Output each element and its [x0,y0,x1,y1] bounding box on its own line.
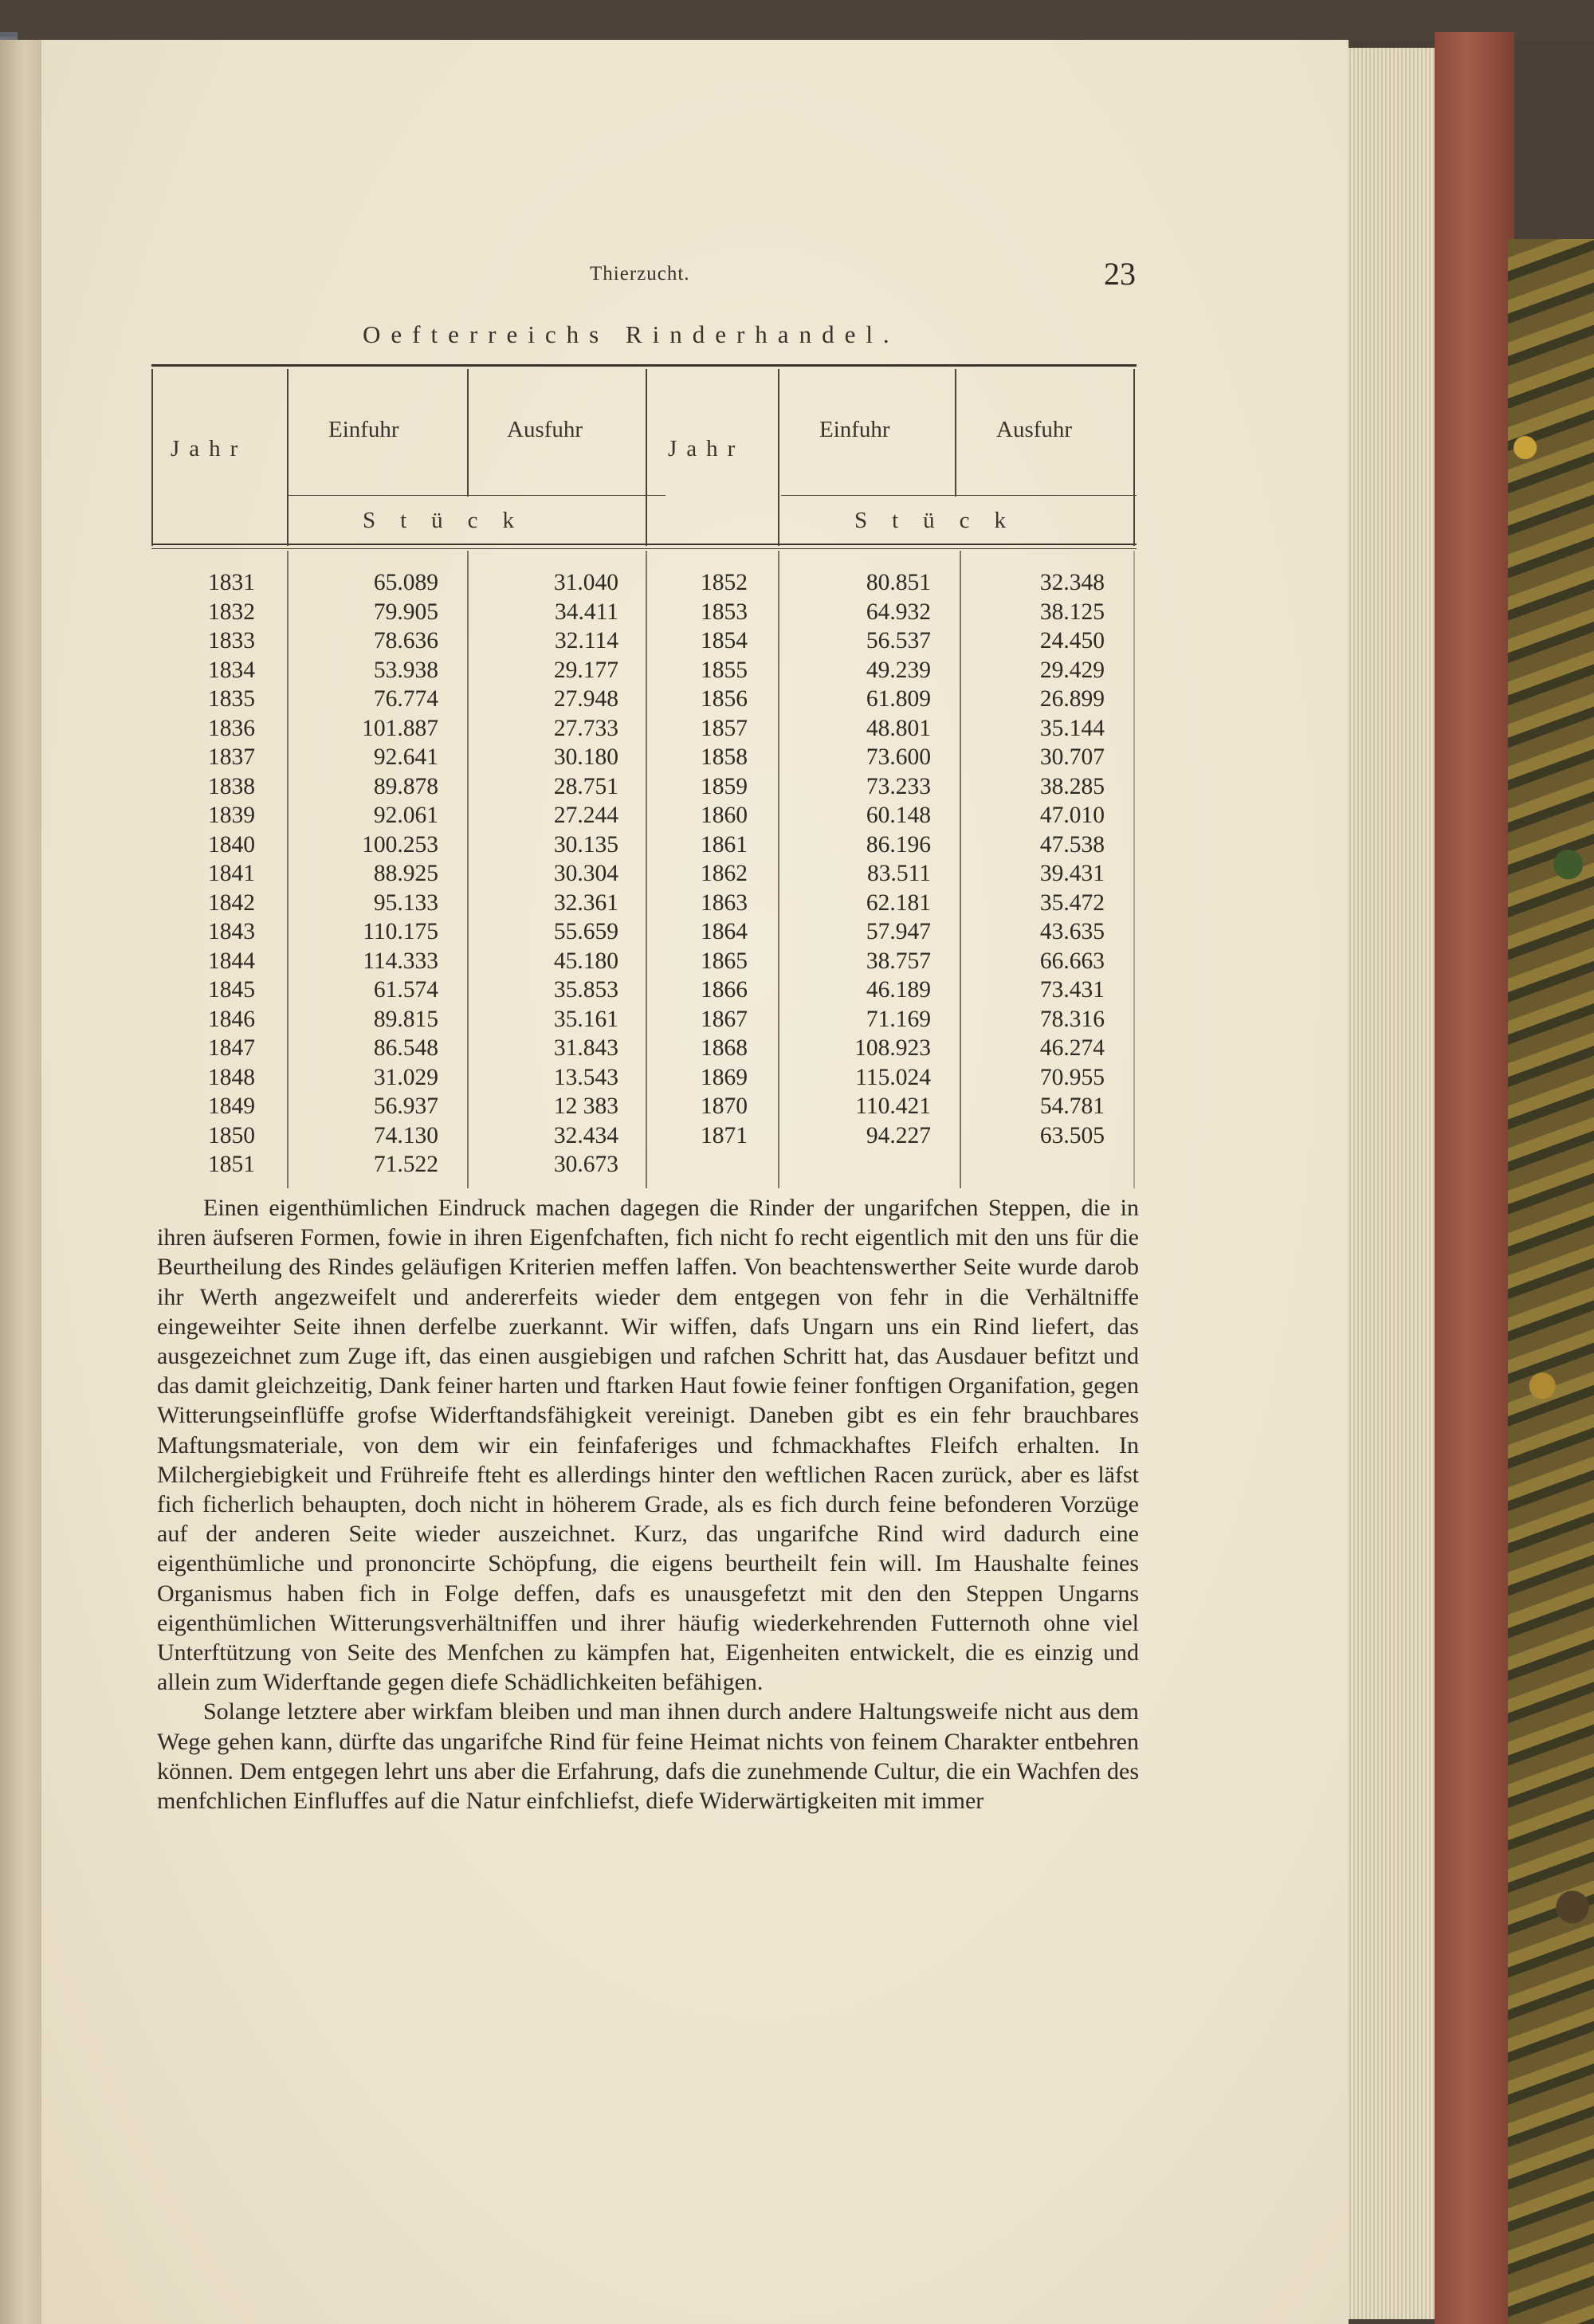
col-divider [287,551,289,1188]
table-cell-einfuhr: 86.548 [373,1035,438,1061]
col-divider [1133,551,1135,1188]
table-cell-einfuhr: 94.227 [866,1122,931,1148]
table-cell-year: 1836 [208,715,255,741]
table-cell-ausfuhr: 30.673 [553,1152,618,1177]
table-cell-einfuhr: 56.537 [866,628,931,654]
table-cell-year: 1850 [208,1122,255,1148]
header-bottom-rule-2 [151,548,1137,549]
table-cell-year: 1849 [208,1093,255,1119]
header-ausfuhr-right: Ausfuhr [996,417,1073,442]
table-cell-ausfuhr: 27.244 [553,803,618,828]
table-cell-einfuhr: 60.148 [866,803,931,828]
table-cell-einfuhr: 79.905 [373,599,438,625]
table-cell-year: 1869 [701,1064,748,1090]
trade-table [151,363,1137,1188]
table-cell-ausfuhr: 31.040 [553,570,618,595]
col-divider [1133,369,1135,546]
paragraph: Solange letztere aber wirkfam bleiben und man ihnen durch andere Haltungsweife nicht aus dem Wege gehen kann, dürfte das ungarifche Rind für feine Heimat nichts von feinem Charakter entbehren können. Dem entgegen lehrt uns aber die Erfahrung, dafs die zunehmende Cultur, die ein Wachfen des menfchlichen Einfluffes auf die Natur einfchliefst, diefe Widerwärtigkeiten mit immer [157,1698,1139,1815]
table-cell-einfuhr: 31.029 [373,1064,438,1090]
table-cell-year: 1840 [208,831,255,858]
header-stueck-left: Stück [363,508,540,533]
table-cell-year: 1865 [701,948,748,974]
paragraph: Einen eigenthümlichen Eindruck machen dagegen die Rinder der ungarifchen Steppen, die in ihren äufseren Formen, fowie in ihren Eigenfchaften, fich nicht fo recht eigentlich mit den uns für die Beurtheilung des Rindes geläufigen Kriterien meffen laffen. Von beachtenswerther Seite wurde darob ihr Werth angezweifelt und andererfeits wieder dem entgegen von fehr in die Verhältniffe eingeweihter Seite ihnen derfelbe zuerkannt. Wir wiffen, dafs Ungarn uns ein Rind liefert, das ausgezeichnet zum Zuge ift, das einen ausgiebigen und rafchen Schritt hat, das Ausdauer befitzt und das damit gleichzeitig, Dank feiner harten und ftarken Haut fowie feiner fonftigen Organifation, gegen Witterungseinflüffe grofse Widerftandsfähigkeit vereinigt. Daneben gibt es ein fehr brauchbares Maftungsmateriale, von dem wir ein feinfaferiges und fchmackhaftes Fleifch erhalten. In Milchergiebigkeit und Frühreife fteht es allerdings hinter den weftlichen Racen zurück, aber es läfst fich ficherlich behaupten, doch nicht in höherem Grade, als es fich durch feine befonderen Vorzüge auf der anderen Seite wieder auszeichnet. Kurz, das ungarifche Rind wird dadurch eine eigenthümliche und prononcirte Schöpfung, die eigens beurtheilt fein will. Im Haushalte feines Organismus haben fich in Folge deffen, dafs es unausgefetzt mit den den Steppen Ungarns eigenthümlichen Witterungsverhältniffen und ihrer häufig wiederkehrenden Futternoth ohne viel Unterftützung von Seite des Menfchen zu kämpfen hat, Eigenheiten entwickelt, die es einzig und allein zum Widerftande gegen diefe Schädlichkeiten befähigen. [157,1195,1139,1696]
table-cell-ausfuhr: 35.472 [1039,889,1105,916]
table-cell-year: 1838 [208,773,255,799]
table-cell-einfuhr: 110.175 [363,919,438,944]
table-cell-einfuhr: 48.801 [866,715,931,741]
table-cell-year: 1860 [701,803,748,828]
book-cover-board [1435,32,1514,2324]
col-divider [287,369,289,546]
table-cell-einfuhr: 88.925 [373,861,438,886]
table-cell-einfuhr: 62.181 [866,889,931,916]
table-cell-year: 1858 [701,744,748,770]
table-cell-ausfuhr: 55.659 [553,919,618,944]
col-divider [778,551,779,1188]
table-cell-ausfuhr: 34.411 [554,599,618,625]
body-text [157,1193,1139,1816]
table-cell-ausfuhr: 30.135 [553,831,618,858]
table-cell-year: 1844 [208,948,255,974]
table-cell-einfuhr: 92.641 [373,744,438,770]
table-cell-ausfuhr: 29.177 [553,657,618,683]
table-cell-year: 1852 [701,570,748,595]
table-cell-ausfuhr: 26.899 [1039,686,1105,712]
table-cell-year: 1854 [701,628,748,654]
einfuhr-column-right [789,568,931,1150]
facing-page-edge [0,40,41,2324]
page-stack-edge [1347,48,1436,2319]
table-cell-einfuhr: 46.189 [866,977,931,1003]
year-column-right [669,568,748,1150]
table-cell-ausfuhr: 47.538 [1039,831,1105,858]
table-cell-ausfuhr: 47.010 [1039,803,1105,828]
running-head: Thierzucht. [590,263,690,285]
table-cell-year: 1861 [701,831,748,858]
table-cell-einfuhr: 110.421 [855,1093,931,1119]
table-cell-einfuhr: 61.809 [866,686,931,712]
table-cell-year: 1834 [208,657,255,683]
table-cell-ausfuhr: 30.180 [553,744,618,770]
table-cell-year: 1863 [701,889,748,916]
table-cell-ausfuhr: 13.543 [553,1064,618,1090]
table-cell-year: 1845 [208,977,255,1003]
table-cell-einfuhr: 108.923 [854,1035,931,1061]
page-number: 23 [1104,256,1136,292]
table-cell-einfuhr: 114.333 [363,948,438,974]
table-cell-einfuhr: 100.253 [362,831,438,858]
table-cell-einfuhr: 53.938 [373,657,438,683]
table-cell-einfuhr: 73.600 [866,744,931,770]
table-cell-ausfuhr: 32.434 [553,1122,618,1148]
table-cell-year: 1846 [208,1006,255,1032]
table-cell-einfuhr: 89.878 [373,773,438,799]
table-cell-ausfuhr: 73.431 [1039,977,1105,1003]
table-cell-year: 1847 [208,1035,255,1061]
table-cell-year: 1866 [701,977,748,1003]
table-cell-ausfuhr: 31.843 [553,1035,618,1061]
table-cell-einfuhr: 101.887 [362,715,438,741]
table-cell-year: 1833 [208,628,255,654]
table-cell-einfuhr: 80.851 [866,570,931,595]
table-cell-ausfuhr: 70.955 [1039,1064,1105,1090]
table-cell-ausfuhr: 27.733 [553,715,618,741]
table-cell-einfuhr: 49.239 [866,657,931,683]
header-jahr-right: Jahr [668,436,745,461]
table-cell-einfuhr: 38.757 [866,948,931,974]
header-bottom-rule [151,544,1137,545]
table-cell-ausfuhr: 38.125 [1039,599,1105,625]
table-cell-ausfuhr: 46.274 [1039,1035,1105,1061]
col-divider [467,551,469,1188]
table-cell-year: 1851 [208,1152,255,1177]
table-cell-year: 1868 [701,1035,748,1061]
table-cell-einfuhr: 73.233 [866,773,931,799]
table-cell-year: 1832 [208,599,255,625]
table-cell-year: 1843 [208,919,255,944]
table-cell-einfuhr: 57.947 [866,919,931,944]
table-cell-year: 1835 [208,686,255,712]
table-cell-year: 1867 [701,1006,748,1032]
table-cell-year: 1870 [701,1093,748,1119]
table-cell-year: 1862 [701,861,748,886]
table-cell-year: 1841 [208,861,255,886]
header-ausfuhr-left: Ausfuhr [507,417,583,442]
table-cell-ausfuhr: 35.853 [553,977,618,1003]
table-cell-ausfuhr: 28.751 [553,773,618,799]
table-cell-year: 1842 [208,889,255,916]
table-cell-ausfuhr: 78.316 [1039,1006,1105,1032]
table-cell-ausfuhr: 54.781 [1039,1093,1105,1119]
col-divider [151,369,153,546]
table-cell-einfuhr: 71.169 [866,1006,931,1032]
table-cell-year: 1859 [701,773,748,799]
scan-background-top [0,0,1594,40]
header-stueck-right: Stück [854,508,1031,533]
table-cell-einfuhr: 78.636 [373,628,438,654]
year-column-left [175,568,255,1180]
col-divider [960,551,961,1188]
table-cell-year: 1871 [701,1122,748,1148]
table-cell-ausfuhr: 30.304 [553,861,618,886]
table-cell-year: 1857 [701,715,748,741]
marbled-endpaper [1508,239,1594,2324]
header-sub-rule-right [781,495,1137,496]
table-cell-ausfuhr: 35.161 [553,1006,618,1032]
table-cell-ausfuhr: 32.348 [1039,570,1105,595]
table-title: Oefterreichs Rinderhandel. [363,320,900,348]
table-cell-year: 1848 [208,1064,255,1090]
table-cell-einfuhr: 65.089 [373,570,438,595]
table-cell-einfuhr: 89.815 [373,1006,438,1032]
table-cell-einfuhr: 86.196 [866,831,931,858]
table-cell-einfuhr: 56.937 [373,1093,438,1119]
table-cell-ausfuhr: 32.114 [554,628,618,654]
header-einfuhr-right: Einfuhr [819,417,890,442]
table-cell-ausfuhr: 27.948 [553,686,618,712]
table-cell-einfuhr: 71.522 [373,1152,438,1177]
table-cell-ausfuhr: 43.635 [1039,919,1105,944]
table-cell-year: 1837 [208,744,255,770]
table-cell-einfuhr: 95.133 [373,889,438,916]
table-cell-ausfuhr: 29.429 [1039,657,1105,683]
table-cell-einfuhr: 74.130 [373,1122,438,1148]
table-cell-einfuhr: 83.511 [866,861,931,886]
col-divider [955,369,956,497]
table-cell-ausfuhr: 63.505 [1039,1122,1105,1148]
col-divider [778,369,779,546]
col-divider [467,369,469,497]
table-cell-einfuhr: 64.932 [866,599,931,625]
table-cell-year: 1864 [701,919,748,944]
table-cell-ausfuhr: 66.663 [1039,948,1105,974]
table-cell-ausfuhr: 12 383 [553,1093,618,1119]
ausfuhr-column-left [478,568,618,1180]
table-cell-ausfuhr: 24.450 [1039,628,1105,654]
table-cell-ausfuhr: 32.361 [553,889,618,916]
table-cell-einfuhr: 76.774 [373,686,438,712]
table-cell-ausfuhr: 45.180 [553,948,618,974]
table-cell-einfuhr: 92.061 [373,803,438,828]
table-cell-year: 1853 [701,599,748,625]
table-cell-einfuhr: 115.024 [855,1064,931,1090]
table-cell-einfuhr: 61.574 [373,977,438,1003]
table-cell-year: 1856 [701,686,748,712]
header-einfuhr-left: Einfuhr [328,417,399,442]
header-jahr-left: Jahr [171,436,248,461]
table-cell-ausfuhr: 39.431 [1039,861,1105,886]
col-divider [646,369,647,546]
table-cell-year: 1855 [701,657,748,683]
table-cell-year: 1839 [208,803,255,828]
table-cell-ausfuhr: 30.707 [1039,744,1105,770]
einfuhr-column-left [303,568,438,1180]
table-top-rule [151,364,1137,367]
col-divider [646,551,647,1188]
table-cell-ausfuhr: 38.285 [1039,773,1105,799]
table-cell-year: 1831 [208,570,255,595]
table-cell-ausfuhr: 35.144 [1039,715,1105,741]
header-sub-rule-left [287,495,665,496]
ausfuhr-column-right [972,568,1105,1150]
